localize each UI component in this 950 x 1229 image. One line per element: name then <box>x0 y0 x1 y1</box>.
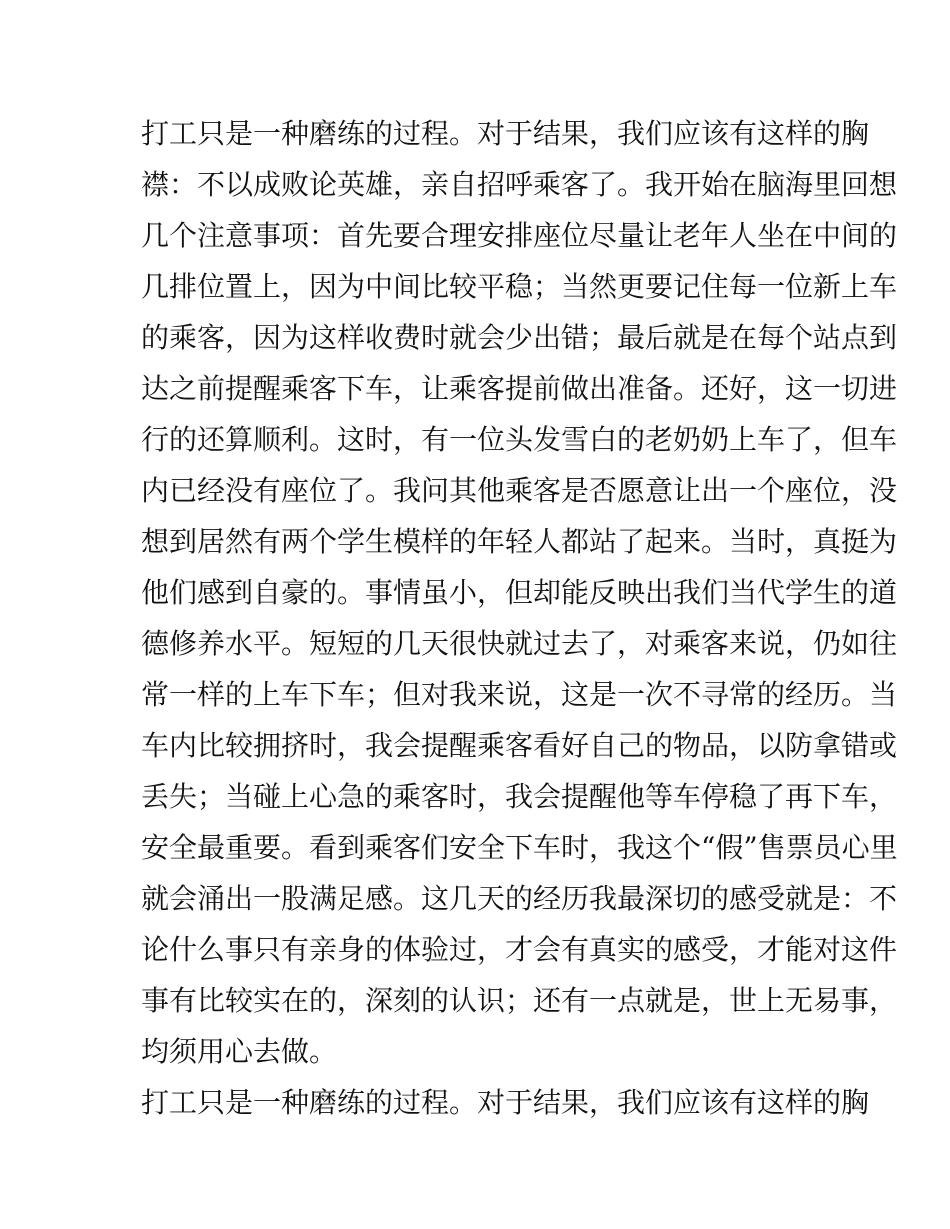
text-line: 论什么事只有亲身的体验过，才会有真实的感受，才能对这件 <box>141 933 898 966</box>
text-line: 就会涌出一股满足感。这几天的经历我最深切的感受就是：不 <box>141 882 898 915</box>
paragraph-2 <box>141 1077 870 1128</box>
text-line: 常一样的上车下车；但对我来说，这是一次不寻常的经历。当 <box>141 678 898 711</box>
text-line: 的乘客，因为这样收费时就会少出错；最后就是在每个站点到 <box>141 321 898 354</box>
text-line: 行的还算顺利。这时，有一位头发雪白的老奶奶上车了，但车 <box>141 423 898 456</box>
text-line: 几排位置上，因为中间比较平稳；当然更要记住每一位新上车 <box>141 270 898 303</box>
text-line: 想到居然有两个学生模样的年轻人都站了起来。当时，真挺为 <box>141 525 898 558</box>
text-line: 事有比较实在的，深刻的认识；还有一点就是，世上无易事， <box>141 984 898 1017</box>
text-line: 车内比较拥挤时，我会提醒乘客看好自己的物品，以防拿错或 <box>141 729 898 762</box>
paragraph-1 <box>141 108 898 1077</box>
text-line: 襟：不以成败论英雄，亲自招呼乘客了。我开始在脑海里回想 <box>141 168 898 201</box>
text-line: 几个注意事项：首先要合理安排座位尽量让老年人坐在中间的 <box>141 219 898 252</box>
body-text <box>141 108 898 1128</box>
text-line: 均须用心去做。 <box>141 1035 338 1068</box>
text-line: 德修养水平。短短的几天很快就过去了，对乘客来说，仍如往 <box>141 627 898 660</box>
text-line: 安全最重要。看到乘客们安全下车时，我这个“假”售票员心里 <box>141 831 898 864</box>
text-line: 达之前提醒乘客下车，让乘客提前做出准备。还好，这一切进 <box>141 372 898 405</box>
text-line: 内已经没有座位了。我问其他乘客是否愿意让出一个座位，没 <box>141 474 898 507</box>
text-line: 打工只是一种磨练的过程。对于结果，我们应该有这样的胸 <box>141 1086 870 1119</box>
text-line: 他们感到自豪的。事情虽小，但却能反映出我们当代学生的道 <box>141 576 898 609</box>
text-line: 打工只是一种磨练的过程。对于结果，我们应该有这样的胸 <box>141 117 870 150</box>
text-line: 丢失；当碰上心急的乘客时，我会提醒他等车停稳了再下车， <box>141 780 898 813</box>
